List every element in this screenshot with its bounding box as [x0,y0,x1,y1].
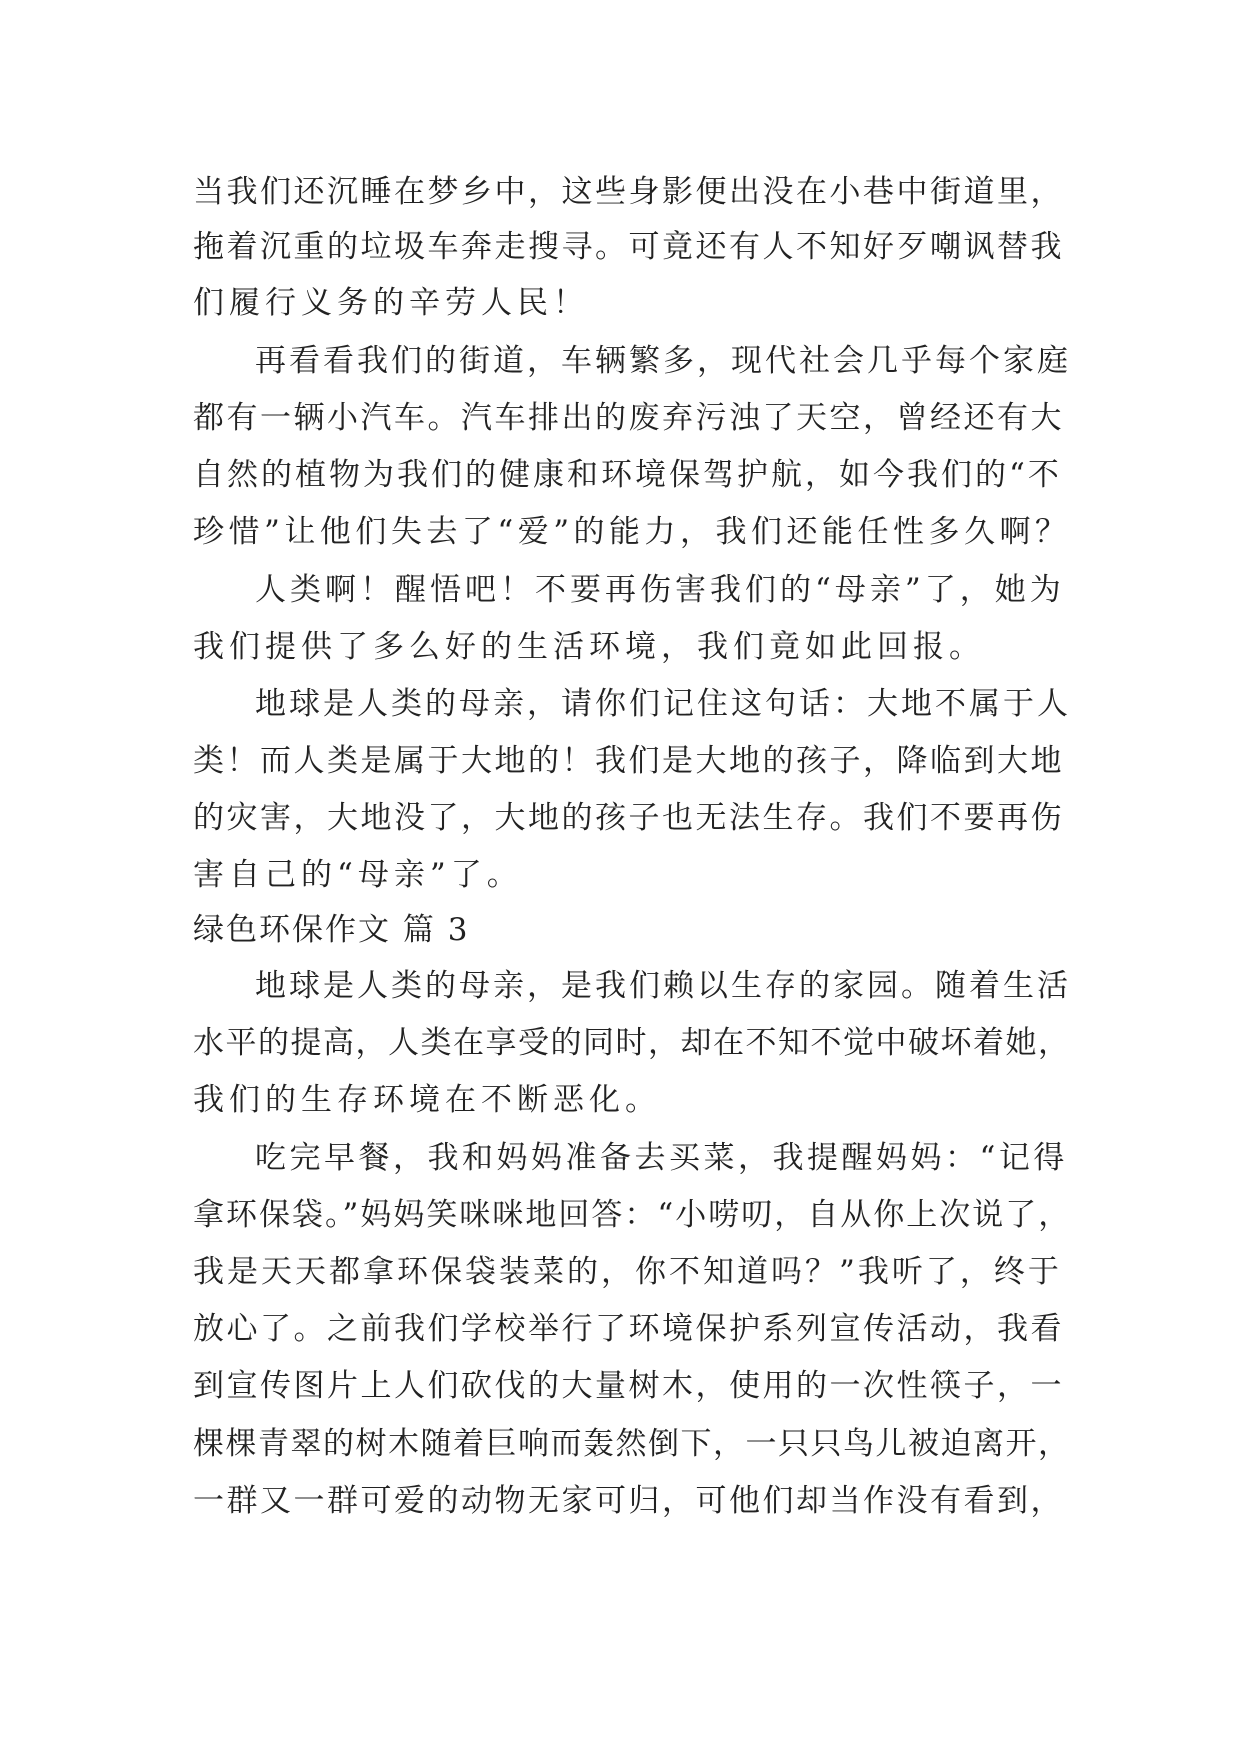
text-line: 水平的提高，人类在享受的同时，却在不知不觉中破坏着她， [193,1025,1071,1061]
text-line: 我们提供了多么好的生活环境，我们竟如此回报。 [193,629,985,665]
text-line: 棵棵青翠的树木随着巨响而轰然倒下，一只只鸟儿被迫离开， [193,1426,1071,1462]
text-line: 一群又一群可爱的动物无家可归，可他们却当作没有看到， [193,1483,1064,1519]
text-line: 到宣传图片上人们砍伐的大量树木，使用的一次性筷子，一 [193,1368,1064,1404]
paragraph-first-line: 吃完早餐，我和妈妈准备去买菜，我提醒妈妈：“记得 [255,1140,1068,1176]
text-line: 们履行义务的辛劳人民！ [193,285,589,321]
text-line: 放心了。之前我们学校举行了环境保护系列宣传活动，我看 [193,1311,1064,1347]
text-line: 类！而人类是属于大地的！我们是大地的孩子，降临到大地 [193,743,1064,779]
text-line: 拿环保袋。”妈妈笑咪咪地回答：“小唠叨，自从你上次说了， [193,1197,1072,1233]
text-line: 拖着沉重的垃圾车奔走搜寻。可竟还有人不知好歹嘲讽替我 [193,229,1064,265]
paragraph-first-line: 地球是人类的母亲，请你们记住这句话：大地不属于人 [255,686,1071,722]
text-line: 的灾害，大地没了，大地的孩子也无法生存。我们不要再伤 [193,800,1064,836]
text-line: 我们的生存环境在不断恶化。 [193,1082,661,1118]
text-line: 珍惜”让他们失去了“爱”的能力，我们还能任性多久啊？ [193,514,1071,550]
text-line: 害自己的“母亲”了。 [193,857,523,893]
text-line: 我是天天都拿环保袋装菜的，你不知道吗？”我听了，终于 [193,1254,1062,1290]
section-heading: 绿色环保作文 篇 3 [193,912,470,948]
paragraph-first-line: 人类啊！醒悟吧！不要再伤害我们的“母亲”了，她为 [255,572,1065,608]
text-line: 当我们还沉睡在梦乡中，这些身影便出没在小巷中街道里， [193,174,1064,210]
paragraph-first-line: 地球是人类的母亲，是我们赖以生存的家园。随着生活 [255,968,1071,1004]
text-line: 自然的植物为我们的健康和环境保驾护航，如今我们的“不 [193,457,1062,493]
text-line: 都有一辆小汽车。汽车排出的废弃污浊了天空，曾经还有大 [193,400,1064,436]
paragraph-first-line: 再看看我们的街道，车辆繁多，现代社会几乎每个家庭 [255,343,1071,379]
